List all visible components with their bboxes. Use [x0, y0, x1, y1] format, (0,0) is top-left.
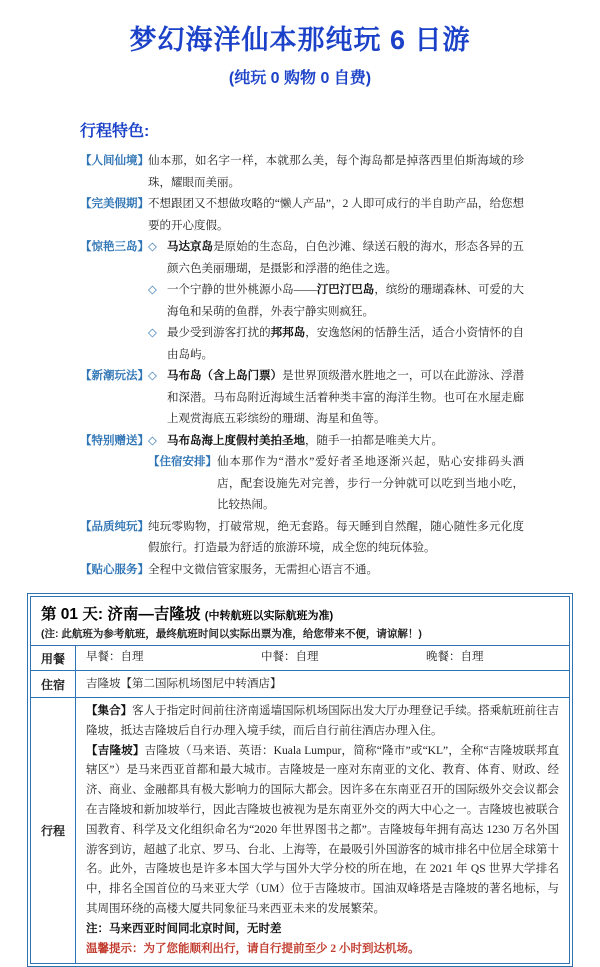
gather-text: 客人于指定时间前往济南遥墙国际机场国际出发大厅办理登记手续。搭乘航班前往吉隆坡，抵达吉隆坡后自行办理入境手续，而后自行前往酒店办理入住。 [86, 705, 560, 737]
bullet-text-pre: 最少受到游客打扰的 [167, 327, 271, 339]
itinerary-paragraph-gather [86, 702, 559, 742]
diamond-bullet-icon: ◇ [148, 327, 157, 339]
itinerary-row-label: 行程 [40, 824, 65, 839]
day1-title-note: (中转航班以实际航班为准) [204, 610, 334, 622]
accommodation-label: 【住宿安排】 [148, 456, 217, 468]
feature-label: 【完美假期】 [80, 198, 149, 210]
feature-label: 【贴心服务】 [80, 563, 149, 576]
timezone-note: 注：马来西亚时间同北京时间，无时差 [86, 922, 282, 935]
bullet-text-body: ，随手一拍都是唯美大片。 [305, 434, 443, 447]
bullet-item [148, 237, 524, 280]
feature-bullets [148, 366, 524, 431]
day1-flight-note: (注: 此航班为参考航班，最终航班时间以实际出票为准，给您带来不便，请谅解！) [41, 628, 422, 640]
accommodation-text: 仙本那作为“潜水”爱好者圣地逐渐兴起，贴心安排码头酒店，配套设施先对完善，步行一分钟就可以吃到当地小吃，比较热闹。 [217, 456, 524, 511]
meals-cell [75, 646, 569, 670]
page-title: 梦幻海洋仙本那纯玩 6 日游 [129, 25, 471, 55]
itinerary-paragraph-kl [86, 742, 559, 920]
island-name: 马布岛（含上岛门票） [167, 370, 283, 382]
bullet-item [148, 431, 524, 453]
diamond-bullet-icon: ◇ [148, 284, 157, 296]
bullet-text [167, 366, 524, 431]
bullet-text-body: 是原始的生态岛，白色沙滩、绿送石般的海水，形态各异的五颜六色美丽珊瑚，是摄影和浮潜的绝佳之选。 [167, 241, 525, 275]
feature-label: 【品质纯玩】 [80, 520, 149, 533]
day1-title: 第 01 天: 济南—吉隆坡 [41, 606, 201, 623]
gather-label: 【集合】 [86, 705, 133, 717]
hotel-row-label: 住宿 [40, 677, 65, 692]
feature-label: 【新潮玩法】 [80, 370, 149, 382]
bullet-text [167, 280, 524, 323]
feature-item-paradise [80, 151, 524, 194]
diamond-bullet-icon: ◇ [148, 434, 157, 447]
meals-row [31, 645, 569, 670]
feature-label: 【人间仙境】 [80, 155, 149, 167]
feature-item-trendy-play [80, 366, 524, 431]
itinerary-row [31, 697, 569, 963]
bullet-item [148, 323, 524, 366]
bullet-text [167, 431, 524, 453]
hotel-value: 吉隆坡【第二国际机场图尼中转酒店】 [86, 678, 282, 690]
feature-label: 【特别赠送】 [80, 434, 149, 447]
feature-label: 【惊艳三岛】 [80, 241, 149, 253]
warm-tip: 温馨提示：为了您能顺利出行，请自行提前至少 2 小时到达机场。 [86, 942, 420, 955]
kl-label: 【吉隆坡】 [86, 744, 145, 757]
bullet-text [167, 237, 524, 280]
bullet-text-body: ，安逸悠闲的恬静生活，适合小资情怀的自由岛屿。 [167, 327, 525, 361]
page-subtitle: (纯玩 0 购物 0 自费) [228, 70, 372, 87]
hotel-cell [75, 671, 569, 697]
feature-item-three-islands [80, 237, 524, 366]
feature-text: 不想跟团又不想做攻略的“懒人产品”，2 人即可成行的半自助产品，给您想要的开心度假。 [148, 198, 524, 232]
diamond-bullet-icon: ◇ [148, 241, 157, 253]
bullet-item [148, 366, 524, 431]
bullet-item [148, 280, 524, 323]
kl-text: 吉隆坡（马来语、英语：Kuala Lumpur，简称“隆市”或“KL”，全称“吉隆坡联邦直辖区”）是马来西亚首都和最大城市。吉隆坡是一座对东南亚的文化、教育、体育、财政、经济、商业、金融都具有极大影响力的国际大都会。因许多在东南亚召开的国际级外交会议都会在吉隆坡和新加坡举行，因此吉隆坡也被视为是东南亚外交的两大中心之一。吉隆坡也被联合国教育、科学及文化组织命名为“2020 年世界图书之都”。吉隆坡每年拥有高达 1230 万名外国游客到访，超越了北京、罗马、台北、上海等，在最吸引外国游客的城市排名中位居全球第十名。此外，吉隆坡也是许多本国大学与国外大学分校的所在地，在 2021 年 QS 世界大学排名中，排名全国首位的马来亚大学（UM）位于吉隆坡市。国油双峰塔是吉隆坡的著名地标，与其周围环绕的高楼大厦共同象征马来西亚未来的发展繁荣。 [86, 744, 560, 915]
breakfast-value: 早餐：自理 [86, 651, 144, 663]
island-name: 汀巴汀巴岛 [316, 284, 375, 296]
feature-text: 纯玩零购物，打破常规，绝无套路。每天睡到自然醒，随心随性多元化度假旅行。打造最为舒适的旅游环境，成全您的纯玩体验。 [148, 520, 524, 554]
feature-bullets [148, 237, 524, 366]
document-page [0, 18, 600, 955]
feature-item-caring-service [80, 560, 524, 582]
feature-text: 全程中文微信管家服务，无需担心语言不通。 [148, 563, 378, 576]
island-name: 邦邦岛 [270, 327, 306, 339]
highlight-name: 马布岛海上度假村美拍圣地 [167, 434, 305, 447]
meals-row-label: 用餐 [40, 651, 65, 666]
day1-header [31, 597, 569, 645]
bullet-text [167, 323, 524, 366]
day1-itinerary-table [27, 593, 573, 967]
bullet-text-pre: 一个宁静的世外桃源小岛—— [167, 284, 317, 296]
feature-item-holiday [80, 194, 524, 237]
bullet-text-body: 是世界顶级潜水胜地之一，可以在此游泳、浮潜和深潜。马布岛附近海域生活着种类丰富的海洋生物。也可在水屋走廊上观赏海底五彩缤纷的珊瑚、海星和鱼等。 [167, 370, 525, 425]
lunch-value: 中餐：自理 [261, 651, 319, 663]
features-list [80, 151, 524, 581]
hotel-row [31, 670, 569, 697]
island-name: 马达京岛 [167, 241, 214, 253]
feature-bullets [148, 431, 524, 517]
bullet-text-body: ，缤纷的珊瑚森林、可爱的大海龟和呆萌的鱼群，外表宁静实则疯狂。 [167, 284, 525, 318]
feature-text: 仙本那，如名字一样，本就那么美，每个海岛都是掉落西里伯斯海域的珍珠，耀眼而美丽。 [148, 155, 524, 189]
dinner-value: 晚餐：自理 [426, 651, 484, 663]
feature-item-pure-quality [80, 517, 524, 560]
feature-item-special-gift [80, 431, 524, 517]
diamond-bullet-icon: ◇ [148, 370, 157, 382]
day1-title-line [41, 602, 559, 624]
accommodation-note [148, 452, 524, 517]
features-heading: 行程特色: [80, 123, 150, 140]
itinerary-cell [75, 698, 569, 963]
